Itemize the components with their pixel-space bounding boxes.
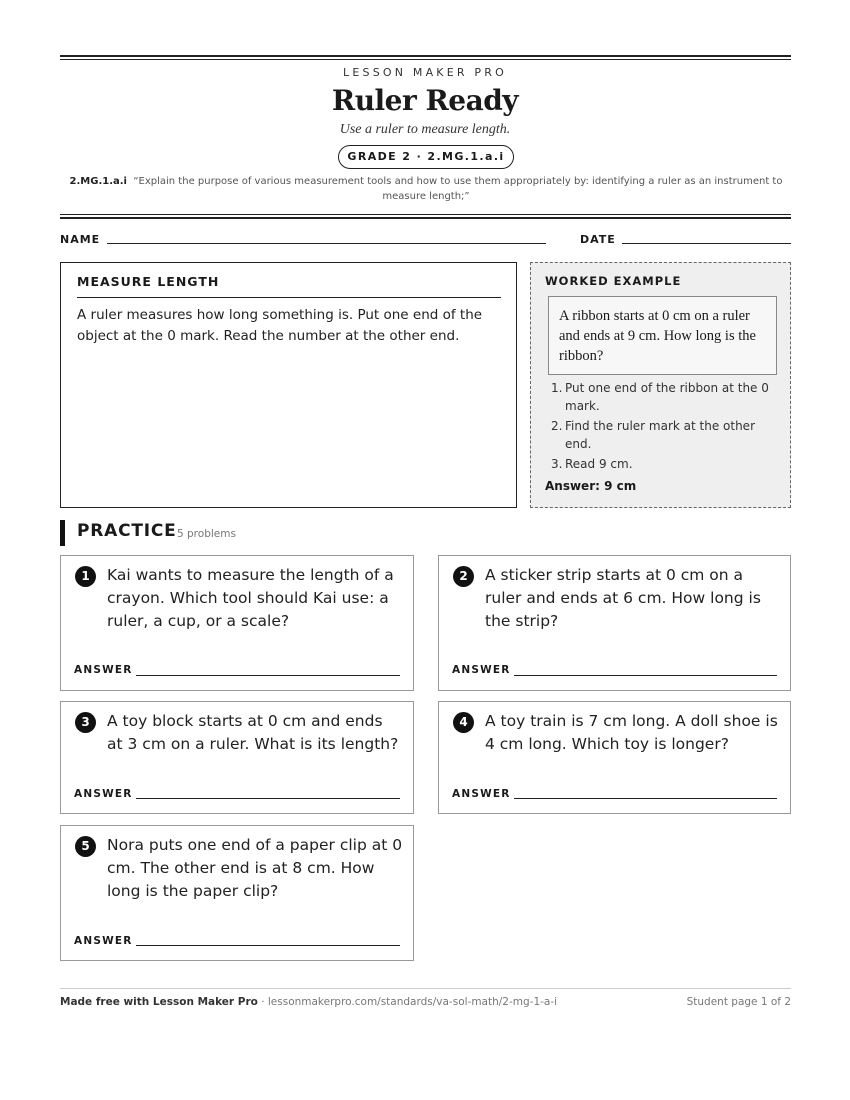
- footer-made-with: Made free with Lesson Maker Pro: [60, 996, 258, 1008]
- footer-divider: [60, 988, 791, 989]
- problem-card-2: [438, 555, 791, 691]
- problem-number-badge: 1: [75, 566, 96, 587]
- answer-label: ANSWER: [74, 935, 133, 947]
- header-rule-top-thin: [60, 59, 791, 60]
- problem-card-5: [60, 825, 414, 961]
- worked-example-problem: A ribbon starts at 0 cm on a ruler and ends at 9 cm. How long is the ribbon?: [548, 296, 777, 375]
- date-field[interactable]: [622, 243, 791, 244]
- problem-number-badge: 5: [75, 836, 96, 857]
- answer-label: ANSWER: [452, 664, 511, 676]
- page-subtitle: Use a ruler to measure length.: [339, 122, 511, 137]
- worked-example-heading: WORKED EXAMPLE: [545, 274, 682, 288]
- footer-page-number: Student page 1 of 2: [686, 996, 791, 1008]
- worked-example-step: 2. Find the ruler mark at the other end.: [551, 419, 756, 451]
- worked-example-step: 3. Read 9 cm.: [551, 457, 633, 471]
- answer-label: ANSWER: [452, 788, 511, 800]
- problem-card-4: [438, 701, 791, 814]
- problem-text: Kai wants to measure the length of a crayon. Which tool should Kai use: a ruler, a cup, or a scale?: [107, 566, 394, 630]
- problem-number-badge: 2: [453, 566, 474, 587]
- worked-example-answer: Answer: 9 cm: [545, 479, 637, 493]
- problem-text: A toy block starts at 0 cm and ends at 3 cm on a ruler. What is its length?: [107, 712, 399, 753]
- measure-length-box: [60, 262, 517, 508]
- worked-example-box: [530, 262, 791, 508]
- problem-text: A toy train is 7 cm long. A doll shoe is 4 cm long. Which toy is longer?: [485, 712, 778, 753]
- date-label: DATE: [580, 233, 616, 246]
- answer-label: ANSWER: [74, 664, 133, 676]
- header-rule-bottom-thin: [60, 214, 791, 215]
- problem-text: A sticker strip starts at 0 cm on a ruler and ends at 6 cm. How long is the strip?: [485, 566, 761, 630]
- answer-field[interactable]: [514, 675, 777, 676]
- measure-length-heading: MEASURE LENGTH: [77, 274, 220, 289]
- footer-credit: [60, 996, 557, 1008]
- problem-text: Nora puts one end of a paper clip at 0 cm. The other end is at 8 cm. How long is the paper clip?: [107, 836, 403, 900]
- answer-field[interactable]: [136, 675, 400, 676]
- header-rule-top: [60, 55, 791, 57]
- page-title: Ruler Ready: [331, 84, 519, 117]
- practice-accent-bar: [60, 520, 65, 546]
- grade-badge: GRADE 2 · 2.MG.1.a.i: [338, 145, 514, 169]
- name-field[interactable]: [107, 243, 546, 244]
- brand-name: LESSON MAKER PRO: [343, 66, 507, 79]
- header-rule-bottom: [60, 217, 791, 219]
- measure-length-divider: [77, 297, 501, 298]
- footer-url[interactable]: · lessonmakerpro.com/standards/va-sol-math/2-mg-1-a-i: [257, 996, 558, 1008]
- answer-label: ANSWER: [74, 788, 133, 800]
- name-label: NAME: [60, 233, 101, 246]
- practice-count: 5 problems: [177, 528, 236, 540]
- problem-card-3: [60, 701, 414, 814]
- standard-description: [66, 174, 786, 204]
- answer-field[interactable]: [136, 798, 400, 799]
- standard-code: 2.MG.1.a.i: [69, 176, 127, 187]
- problem-number-badge: 3: [75, 712, 96, 733]
- answer-field[interactable]: [136, 945, 400, 946]
- worked-example-steps: [547, 379, 783, 475]
- worked-example-step: 1. Put one end of the ribbon at the 0 mark.: [551, 381, 769, 413]
- measure-length-text: A ruler measures how long something is. Put one end of the object at the 0 mark. Read the number at the other end.: [77, 307, 483, 344]
- problem-card-1: [60, 555, 414, 691]
- practice-title: PRACTICE: [77, 521, 177, 541]
- answer-field[interactable]: [514, 798, 777, 799]
- standard-text: “Explain the purpose of various measurement tools and how to use them appropriately by: identifying a ruler as an instrument to measure length;”: [133, 176, 783, 202]
- problem-number-badge: 4: [453, 712, 474, 733]
